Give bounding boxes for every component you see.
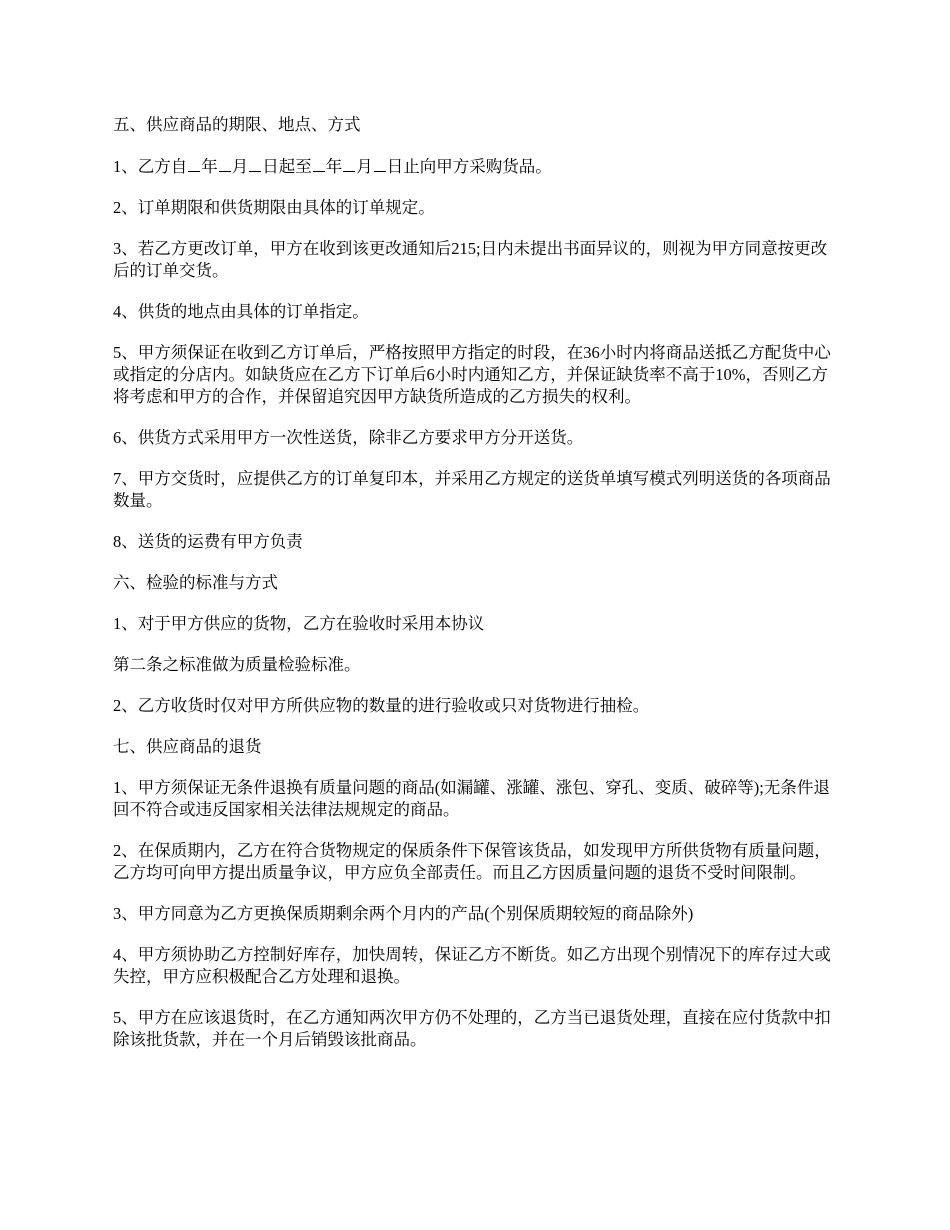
clause-7-2: 2、在保质期内，乙方在符合货物规定的保质条件下保管该货品，如发现甲方所供货物有质量问题，乙方均可向甲方提出质量争议，甲方应负全部责任。而且乙方因质量问题的退货不受时间限制。 (113, 841, 831, 882)
clause-5-3: 3、若乙方更改订单，甲方在收到该更改通知后215;日内未提出书面异议的，则视为甲方同意按更改后的订单交货。 (113, 239, 828, 280)
clause-5-4: 4、供货的地点由具体的订单指定。 (113, 302, 369, 321)
clause-5-1: 1、乙方自 年 月 日起至 年 月 日止向甲方采购货品。 (113, 157, 552, 176)
fill-in-blank (313, 155, 325, 172)
fill-in-blank (343, 155, 355, 172)
fill-in-blank (374, 155, 386, 172)
clause-7-5: 5、甲方在应该退货时，在乙方通知两次甲方仍不处理的，乙方当已退货处理，直接在应付货款中扣除该批货款，并在一个月后销毁该批商品。 (113, 1008, 831, 1049)
clause-7-4: 4、甲方须协助乙方控制好库存，加快周转，保证乙方不断货。如乙方出现个别情况下的库存过大或失控，甲方应积极配合乙方处理和退换。 (113, 945, 831, 986)
clause-5-2: 2、订单期限和供货期限由具体的订单规定。 (113, 198, 435, 217)
fill-in-blank (188, 155, 200, 172)
clause-6-1: 1、对于甲方供应的货物，乙方在验收时采用本协议 (113, 614, 485, 633)
clause-7-1: 1、甲方须保证无条件退换有质量问题的商品(如漏罐、涨罐、涨包、穿孔、变质、破碎等);无条件退回不符合或违反国家相关法律法规规定的商品。 (113, 778, 830, 819)
section-heading-7: 七、供应商品的退货 (113, 737, 262, 756)
section-heading-5: 五、供应商品的期限、地点、方式 (113, 115, 361, 134)
clause-7-3: 3、甲方同意为乙方更换保质期剩余两个月内的产品(个别保质期较短的商品除外) (113, 904, 694, 923)
clause-5-6: 6、供货方式采用甲方一次性送货，除非乙方要求甲方分开送货。 (113, 428, 584, 447)
clause-6-2: 2、乙方收货时仅对甲方所供应物的数量的进行验收或只对货物进行抽检。 (113, 696, 650, 715)
fill-in-blank (219, 155, 231, 172)
section-heading-6: 六、检验的标准与方式 (113, 573, 278, 592)
document-body (113, 114, 843, 1070)
clause-5-7: 7、甲方交货时，应提供乙方的订单复印本，并采用乙方规定的送货单填写模式列明送货的各项商品数量。 (113, 469, 831, 510)
clause-5-8: 8、送货的运费有甲方负责 (113, 532, 303, 551)
clause-5-5: 5、甲方须保证在收到乙方订单后，严格按照甲方指定的时段，在36小时内将商品送抵乙方配货中心或指定的分店内。如缺货应在乙方下订单后6小时内通知乙方，并保证缺货率不高于10%，否则乙方将考虑和甲方的合作，并保留追究因甲方缺货所造成的乙方损失的权利。 (113, 343, 831, 406)
clause-6-1-continued: 第二条之标准做为质量检验标准。 (113, 655, 361, 674)
fill-in-blank (249, 155, 261, 172)
